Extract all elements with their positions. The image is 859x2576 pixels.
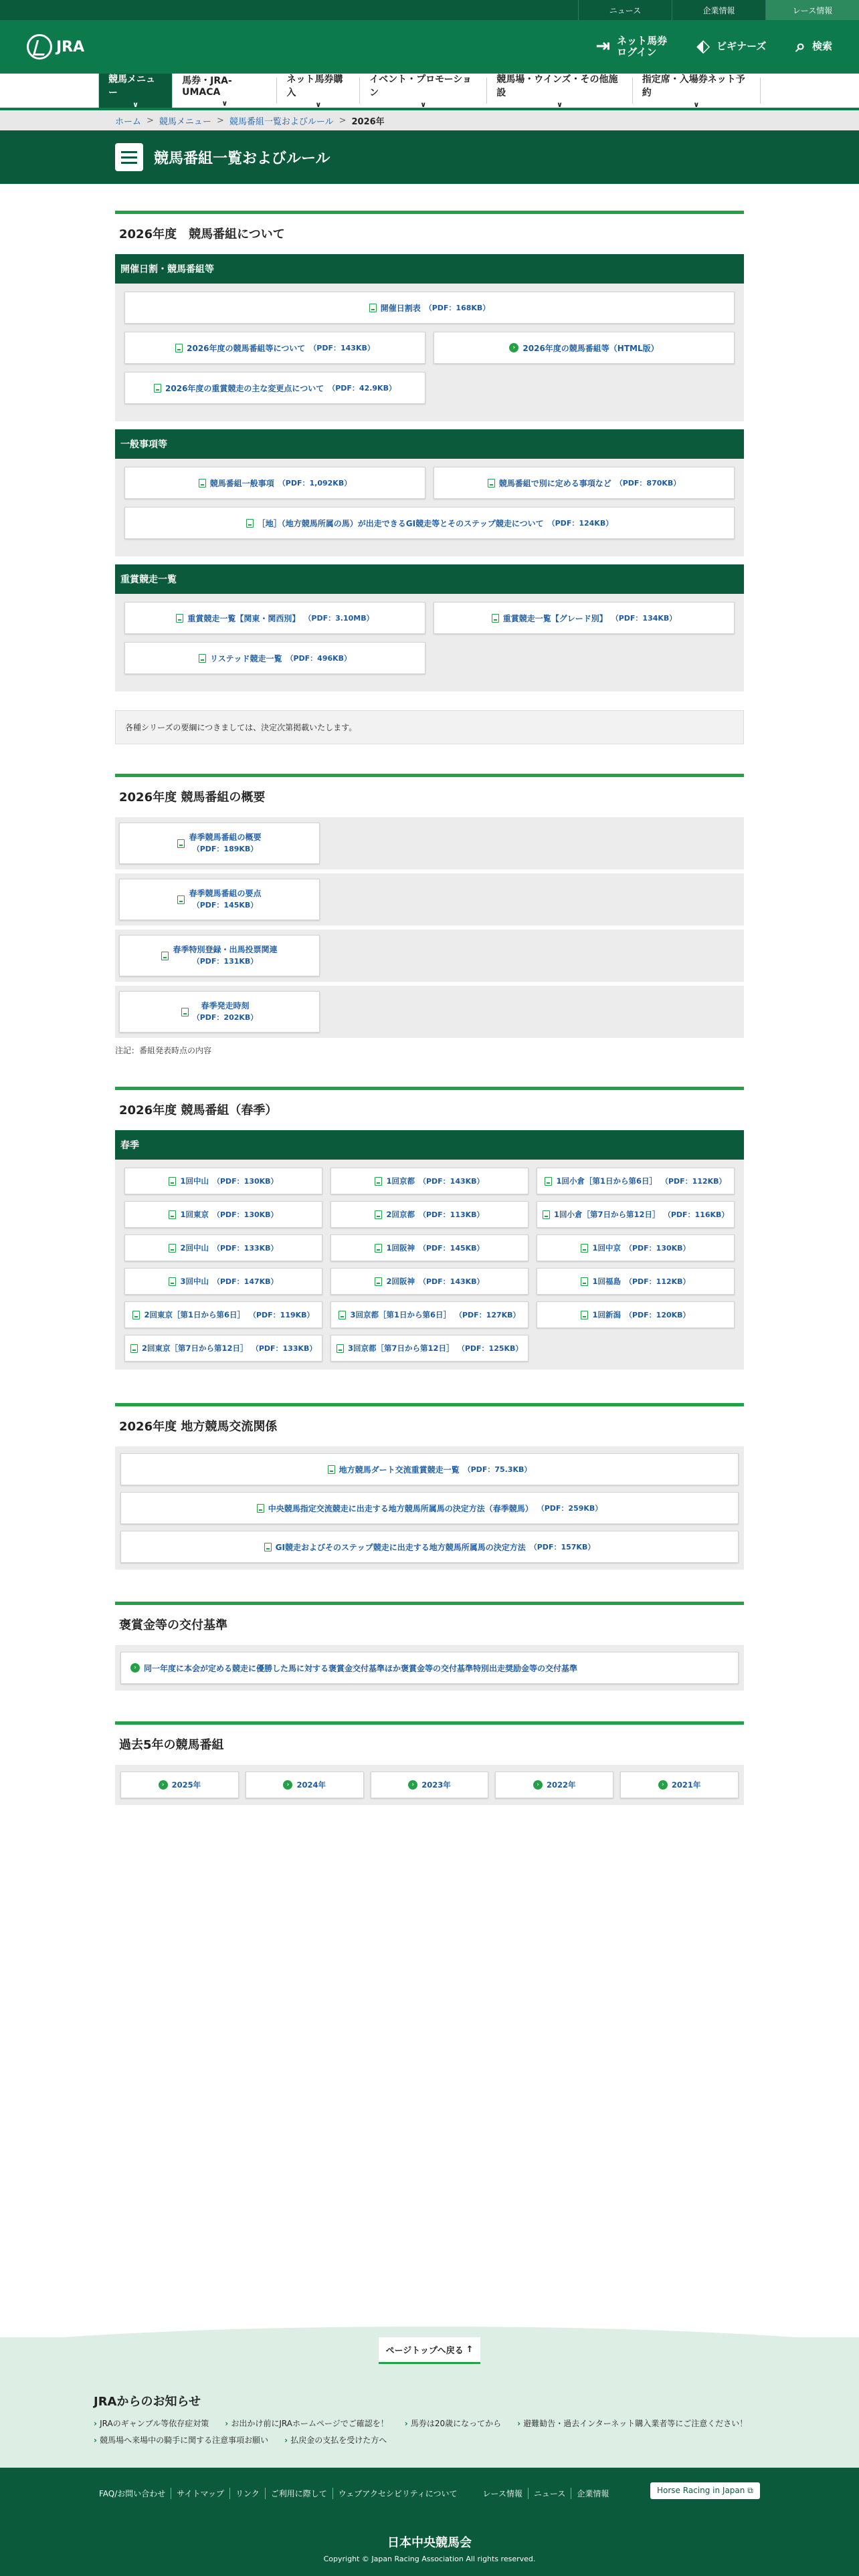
- file-size: （PDF：3.10MB）: [304, 614, 374, 623]
- link-label: 2023年: [421, 1780, 451, 1790]
- link-label: GI競走およびそのステップ競走に出走する地方競馬所属馬の決定方法: [275, 1542, 526, 1552]
- link-2026-program-html[interactable]: [434, 332, 735, 364]
- list-icon: [115, 143, 143, 171]
- link-label: 2026年度の重賞競走の主な変更点について: [165, 383, 324, 393]
- link-label: 2回中山: [180, 1243, 209, 1253]
- link-dirt-graded-list[interactable]: [120, 1453, 739, 1485]
- link-year-2021[interactable]: [620, 1772, 739, 1798]
- file-size: （PDF：130KB）: [212, 1177, 278, 1186]
- file-size: （PDF：119KB）: [248, 1311, 314, 1319]
- jra-logo[interactable]: [27, 34, 84, 60]
- pdf-icon: [488, 479, 495, 488]
- file-size: （PDF：143KB）: [418, 1277, 484, 1286]
- breadcrumb-separator: >: [339, 115, 347, 126]
- pdf-icon: [581, 1244, 588, 1253]
- chevron-down-icon: ∨: [315, 100, 322, 109]
- link-spring-meeting[interactable]: [330, 1235, 529, 1261]
- link-label: 春季特別登録・出馬投票関連: [173, 945, 278, 955]
- login-button[interactable]: [595, 35, 667, 59]
- beginners-label: ビギナーズ: [717, 40, 767, 53]
- utility-bar: [0, 0, 859, 20]
- footer-link-race-info[interactable]: レース情報: [482, 2489, 522, 2498]
- pdf-icon: [169, 1177, 176, 1186]
- horse-racing-in-japan-button[interactable]: [650, 2482, 760, 2499]
- pdf-icon: [169, 1244, 176, 1253]
- arrow-right-icon: ›: [408, 1780, 417, 1790]
- file-size: （PDF：143KB）: [309, 344, 375, 352]
- footer-link-terms[interactable]: ご利用に際して: [265, 2488, 332, 2499]
- link-spring-points[interactable]: [119, 879, 320, 920]
- copyright: Copyright © Japan Racing Association All rights reserved.: [323, 2555, 536, 2563]
- pdf-icon: [492, 614, 499, 623]
- utility-link-news[interactable]: ニュース: [578, 0, 672, 20]
- section-title-reward-criteria: 褒賞金等の交付基準: [115, 1602, 744, 1645]
- horse-racing-label: Horse Racing in Japan: [657, 2486, 745, 2495]
- news-link[interactable]: › 払戻金の支払を受けた方へ: [284, 2434, 387, 2446]
- breadcrumb-separator: >: [216, 115, 224, 126]
- pdf-icon: [169, 1210, 176, 1219]
- arrow-right-icon: ›: [658, 1780, 668, 1790]
- group-header-general: 一般事項等: [115, 429, 744, 459]
- beginners-button[interactable]: [696, 37, 766, 57]
- file-size: （PDF：147KB）: [212, 1277, 278, 1286]
- link-label: 1回阪神: [386, 1243, 415, 1253]
- link-other-matters[interactable]: [434, 467, 735, 499]
- logo-text: JRA: [56, 38, 85, 56]
- jra-news-area: [0, 2337, 859, 2468]
- link-spring-meeting[interactable]: [537, 1268, 735, 1295]
- link-label: 重賞競走一覧【グレード別】: [502, 613, 607, 623]
- link-label: 同一年度に本会が定める競走に優勝した馬に対する褒賞金交付基準ほか褒賞金等の交付基準特別出走奨励金等の交付基準: [144, 1663, 578, 1673]
- file-size: （PDF：75.3KB）: [463, 1465, 532, 1474]
- nav-label: 競馬場・ウインズ・その他施設: [496, 74, 618, 98]
- footer-link-accessibility[interactable]: ウェブアクセシビリティについて: [332, 2488, 463, 2499]
- file-size: （PDF：116KB）: [663, 1210, 729, 1219]
- link-label: 春季競馬番組の概要: [189, 833, 262, 843]
- link-label: 2回京都: [386, 1210, 415, 1219]
- news-title: JRAからのお知らせ: [94, 2395, 201, 2409]
- link-label: 1回新潟: [592, 1310, 621, 1319]
- nav-net-baken[interactable]: [277, 74, 360, 109]
- pdf-icon: [177, 839, 185, 848]
- search-button[interactable]: [795, 37, 832, 57]
- file-size: （PDF：133KB）: [212, 1244, 278, 1253]
- link-label: 重賞競走一覧【関東・関西別】: [187, 613, 300, 623]
- link-label: 春季競馬番組の要点: [189, 889, 262, 899]
- link-label: 2回阪神: [386, 1277, 415, 1286]
- link-gi-step-method[interactable]: [120, 1531, 739, 1563]
- group-header-spring: 春季: [115, 1130, 744, 1160]
- link-spring-meeting[interactable]: [124, 1268, 322, 1295]
- footer-link-faq[interactable]: FAQ/お問い合わせ: [99, 2489, 166, 2498]
- link-graded-by-region[interactable]: [124, 602, 425, 634]
- link-label: 中央競馬指定交流競走に出走する地方競馬所属馬の決定方法（春季競馬）: [268, 1503, 533, 1513]
- series-note: 各種シリーズの要綱につきましては、決定次第掲載いたします。: [115, 710, 744, 744]
- link-spring-meeting[interactable]: [124, 1335, 322, 1362]
- file-size: （PDF：127KB）: [454, 1311, 520, 1319]
- link-spring-meeting[interactable]: [330, 1268, 529, 1295]
- pdf-icon: [375, 1277, 382, 1286]
- link-spring-meeting[interactable]: [124, 1168, 322, 1194]
- file-size: （PDF：42.9KB）: [328, 384, 396, 393]
- link-year-2025[interactable]: [120, 1772, 239, 1798]
- link-general-matters[interactable]: [124, 467, 425, 499]
- section-title-2026-program: 2026年度 競馬番組について: [115, 211, 744, 254]
- link-graded-by-grade[interactable]: [434, 602, 735, 634]
- news-link[interactable]: › 避難勧告・過去インターネット購入業者等にご注意ください！: [517, 2418, 747, 2429]
- pdf-icon: [375, 1244, 382, 1253]
- arrow-right-icon: ›: [130, 1663, 140, 1673]
- pdf-icon: [176, 614, 183, 623]
- breadcrumb-separator: >: [147, 115, 154, 126]
- pdf-icon: [199, 654, 206, 663]
- nav-reserved-seats[interactable]: [633, 74, 761, 109]
- link-label: 1回京都: [386, 1176, 415, 1186]
- link-reward-criteria[interactable]: [120, 1652, 739, 1684]
- link-spring-meeting[interactable]: [330, 1301, 529, 1328]
- section-title-overview: 2026年度 競馬番組の概要: [115, 774, 744, 817]
- chevron-down-icon: ∨: [693, 100, 700, 109]
- link-spring-meeting[interactable]: [330, 1335, 529, 1362]
- login-label: ネット馬券 ログイン: [617, 34, 668, 58]
- file-size: （PDF：496KB）: [286, 654, 352, 663]
- link-label: 2022年: [547, 1780, 576, 1790]
- overview-row: [115, 873, 744, 926]
- news-link[interactable]: › 競馬場へ来場中の騎手に関する注意事項お願い: [94, 2434, 268, 2446]
- spring-meetings-grid: [124, 1168, 735, 1362]
- link-label: ［地］（地方競馬所属の馬）が出走できるGI競走等とそのステップ競走について: [257, 518, 544, 528]
- link-label: 2024年: [296, 1780, 326, 1790]
- pdf-icon: [161, 952, 169, 960]
- nav-keiba-menu[interactable]: [98, 74, 173, 108]
- link-label: 1回小倉［第7日から第12日］: [554, 1210, 660, 1219]
- link-spring-meeting[interactable]: [330, 1168, 529, 1194]
- link-year-2023[interactable]: [371, 1772, 489, 1798]
- link-label: 2回東京［第7日から第12日］: [142, 1344, 248, 1353]
- file-size: （PDF：259KB）: [537, 1504, 603, 1513]
- news-link[interactable]: › JRAのギャンブル等依存症対策: [94, 2418, 209, 2429]
- link-spring-meeting[interactable]: [330, 1201, 529, 1228]
- nav-baken[interactable]: [173, 76, 277, 108]
- link-label: 競馬番組で別に定める事項など: [498, 478, 611, 488]
- link-label: 2021年: [671, 1780, 701, 1790]
- main-content: [115, 184, 744, 1805]
- arrow-right-icon: ›: [509, 343, 518, 352]
- news-link[interactable]: › 馬券は20歳になってから: [405, 2418, 501, 2429]
- link-spring-meeting[interactable]: [124, 1301, 322, 1328]
- link-designated-exchange-method[interactable]: [120, 1492, 739, 1524]
- nav-label: イベント・プロモーション: [369, 74, 472, 98]
- file-size: （PDF：189KB）: [192, 844, 258, 853]
- footer-link-company[interactable]: 企業情報: [571, 2488, 614, 2499]
- news-link[interactable]: › お出かけ前にJRAホームページでご確認を！: [225, 2418, 389, 2429]
- breadcrumb-program-list[interactable]: 競馬番組一覧およびルール: [229, 116, 334, 127]
- footer-link-sitemap[interactable]: サイトマップ: [171, 2488, 229, 2499]
- footer-link-links[interactable]: リンク: [229, 2488, 265, 2499]
- pdf-icon: [169, 1277, 176, 1286]
- file-size: （PDF：134KB）: [611, 614, 677, 623]
- link-spring-overview[interactable]: [119, 823, 320, 864]
- breadcrumb-keiba-menu[interactable]: 競馬メニュー: [159, 116, 211, 127]
- pdf-icon: [175, 344, 183, 352]
- link-label: 春季発走時刻: [201, 1001, 250, 1011]
- overview-row: [115, 930, 744, 982]
- overview-row: [115, 986, 744, 1038]
- search-icon: ⌕: [795, 36, 805, 57]
- pdf-icon: [581, 1311, 588, 1319]
- chevron-down-icon: ∨: [420, 100, 427, 109]
- link-spring-meeting[interactable]: [124, 1235, 322, 1261]
- page-top-label: ページトップへ戻る: [385, 2346, 464, 2356]
- file-size: （PDF：202KB）: [192, 1012, 258, 1022]
- pdf-icon: [132, 1311, 140, 1319]
- pdf-icon: [246, 519, 254, 528]
- link-spring-meeting[interactable]: [537, 1168, 735, 1194]
- horseshoe-logo-icon: [27, 34, 52, 60]
- link-label: 2025年: [171, 1780, 201, 1790]
- link-2026-program-pdf[interactable]: [124, 332, 425, 364]
- link-spring-registration[interactable]: [119, 935, 320, 976]
- section-title-spring-program: 2026年度 競馬番組（春季）: [115, 1087, 744, 1130]
- pdf-icon: [199, 479, 206, 488]
- link-graded-changes[interactable]: [124, 372, 425, 404]
- pdf-icon: [375, 1210, 382, 1219]
- link-label: 開催日割表: [380, 303, 421, 313]
- link-spring-post-times[interactable]: [119, 991, 320, 1033]
- chevron-down-icon: ∨: [221, 99, 228, 108]
- link-label: 2026年度の競馬番組等について: [187, 343, 306, 353]
- chevron-down-icon: ∨: [557, 100, 563, 109]
- file-size: （PDF：133KB）: [251, 1344, 317, 1353]
- link-label: 3回京都［第7日から第12日］: [348, 1344, 454, 1353]
- link-spring-meeting[interactable]: [537, 1235, 735, 1261]
- file-size: （PDF：120KB）: [624, 1311, 690, 1319]
- page-title: 競馬番組一覧およびルール: [154, 150, 330, 167]
- file-size: （PDF：145KB）: [192, 900, 258, 909]
- file-size: （PDF：124KB）: [547, 519, 613, 528]
- breadcrumb: [0, 110, 859, 130]
- utility-link-company[interactable]: 企業情報: [672, 0, 765, 20]
- link-spring-meeting[interactable]: [124, 1201, 322, 1228]
- nav-label: 競馬メニュー: [108, 74, 155, 98]
- pdf-icon: [581, 1277, 588, 1286]
- search-label: 検索: [812, 40, 832, 53]
- group-header-schedule: 開催日割・競馬番組等: [115, 254, 744, 284]
- group-header-graded: 重賞競走一覧: [115, 564, 744, 594]
- section-title-past-programs: 過去5年の競馬番組: [115, 1721, 744, 1765]
- nav-label: 馬券・JRA-UMACA: [182, 76, 232, 98]
- overview-row: [115, 817, 744, 869]
- site-footer: [0, 2468, 859, 2576]
- footer-link-news[interactable]: ニュース: [528, 2488, 571, 2499]
- overview-note: 注記：番組発表時点の内容: [115, 1046, 212, 1055]
- pdf-icon: [181, 1008, 189, 1016]
- link-kaisai-schedule[interactable]: [124, 292, 735, 324]
- arrow-up-icon: ↑: [466, 2345, 474, 2355]
- beginner-mark-icon: ⬖: [696, 36, 710, 57]
- pdf-icon: [257, 1504, 264, 1513]
- file-size: （PDF：1,092KB）: [278, 479, 352, 488]
- link-label: 2026年度の競馬番組等（HTML版）: [522, 343, 659, 353]
- pdf-icon: [328, 1465, 335, 1474]
- pdf-icon: [264, 1543, 272, 1551]
- page-top-button[interactable]: [379, 2337, 480, 2364]
- nav-label: 指定席・入場券ネット予約: [642, 74, 745, 98]
- link-label: 競馬番組一般事項: [209, 478, 274, 488]
- link-label: 2回東京［第1日から第6日］: [144, 1310, 245, 1319]
- pdf-icon: [130, 1344, 138, 1353]
- link-label: 1回東京: [180, 1210, 209, 1219]
- arrow-right-icon: ›: [283, 1780, 292, 1790]
- file-size: （PDF：131KB）: [192, 956, 258, 966]
- nav-event[interactable]: [360, 74, 487, 109]
- link-label: 1回中京: [592, 1243, 621, 1253]
- link-label: 3回京都［第1日から第6日］: [350, 1310, 451, 1319]
- link-spring-meeting[interactable]: [537, 1201, 735, 1228]
- utility-link-race-info[interactable]: レース情報: [765, 0, 859, 20]
- pdf-icon: [545, 1177, 552, 1186]
- link-spring-meeting[interactable]: [537, 1301, 735, 1328]
- arrow-right-icon: ›: [533, 1780, 543, 1790]
- section-title-local-exchange: 2026年度 地方競馬交流関係: [115, 1403, 744, 1446]
- pdf-icon: [339, 1311, 346, 1319]
- pdf-icon: [177, 895, 185, 904]
- file-size: （PDF：112KB）: [660, 1177, 727, 1186]
- link-listed-races[interactable]: [124, 642, 425, 674]
- pdf-icon: [375, 1177, 382, 1186]
- file-size: （PDF：130KB）: [624, 1244, 690, 1253]
- file-size: （PDF：125KB）: [457, 1344, 523, 1353]
- link-year-2022[interactable]: [495, 1772, 613, 1798]
- link-label: 1回小倉［第1日から第6日］: [556, 1176, 657, 1186]
- page-header: [0, 130, 859, 184]
- link-label: 1回中山: [180, 1176, 209, 1186]
- file-size: （PDF：112KB）: [624, 1277, 690, 1286]
- pdf-icon: [543, 1210, 550, 1219]
- breadcrumb-home[interactable]: ホーム: [115, 116, 142, 127]
- breadcrumb-current: 2026年: [351, 116, 385, 127]
- file-size: （PDF：157KB）: [529, 1543, 595, 1551]
- organization-name: 日本中央競馬会: [387, 2536, 472, 2550]
- external-link-icon: ⧉: [747, 2486, 753, 2495]
- file-size: （PDF：145KB）: [418, 1244, 484, 1253]
- link-year-2024[interactable]: [246, 1772, 364, 1798]
- global-nav: [0, 74, 859, 110]
- file-size: （PDF：143KB）: [418, 1177, 484, 1186]
- nav-facilities[interactable]: [487, 74, 632, 109]
- file-size: （PDF：870KB）: [615, 479, 681, 488]
- pdf-icon: [337, 1344, 344, 1353]
- link-local-horses-gi[interactable]: [124, 507, 735, 539]
- link-label: 地方競馬ダート交流重賞競走一覧: [339, 1465, 460, 1475]
- arrow-right-icon: ›: [159, 1780, 168, 1790]
- pdf-icon: [154, 384, 161, 393]
- link-label: リステッド競走一覧: [209, 653, 282, 663]
- nav-label: ネット馬券購入: [286, 74, 343, 98]
- chevron-down-icon: ∨: [132, 100, 139, 109]
- file-size: （PDF：168KB）: [424, 304, 490, 312]
- file-size: （PDF：113KB）: [418, 1210, 484, 1219]
- pdf-icon: [369, 304, 377, 312]
- login-icon: ⇥: [595, 36, 611, 57]
- link-label: 1回福島: [592, 1277, 621, 1286]
- link-label: 3回中山: [180, 1277, 209, 1286]
- file-size: （PDF：130KB）: [212, 1210, 278, 1219]
- site-header: [0, 20, 859, 74]
